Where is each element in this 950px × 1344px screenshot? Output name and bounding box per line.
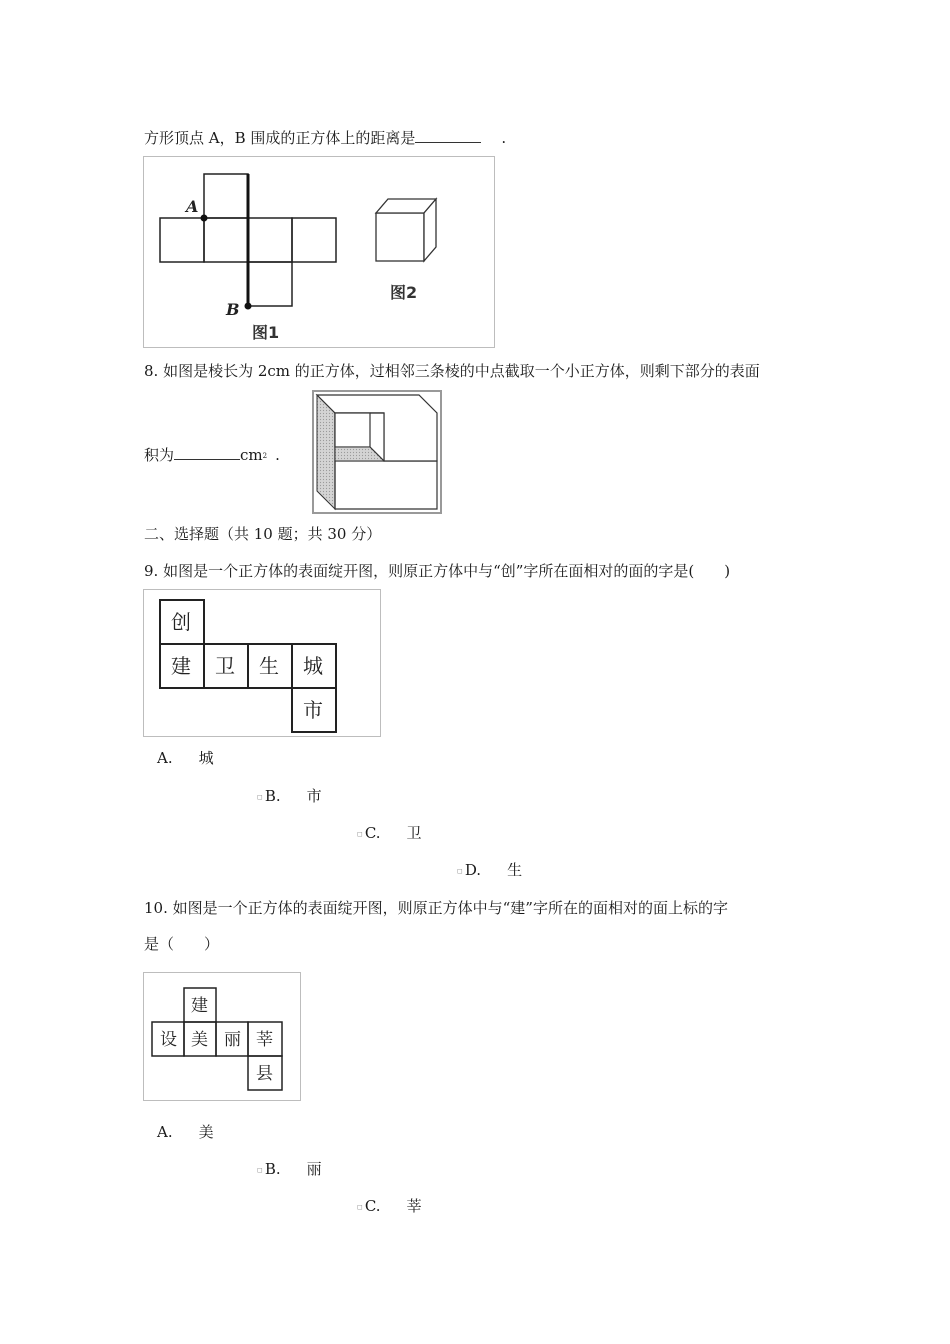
net-face-4 <box>292 218 336 262</box>
q8-text2: 积为 <box>144 446 175 464</box>
q8-unit-sup: 2 <box>262 452 268 460</box>
q7-text: 方形顶点 A，B 围成的正方体上的距离是 <box>144 129 416 147</box>
q9-option-a-value: 城 <box>198 749 214 767</box>
q9-option-b-value: 市 <box>306 787 322 805</box>
q10-option-b[interactable] <box>257 1159 322 1180</box>
q8-text-line2 <box>144 443 280 466</box>
q9-option-d-value: 生 <box>507 861 523 879</box>
q10-cell-3: 丽 <box>224 1030 241 1050</box>
q9-text: 9. 如图是一个正方体的表面绽开图，则原正方体中与“创”字所在面相对的面的字是( ) <box>144 562 731 580</box>
cube-net-figure <box>144 157 494 347</box>
q9-option-d[interactable] <box>457 860 522 881</box>
q9-cell-5: 市 <box>303 698 323 722</box>
net-face-bottom <box>248 262 292 306</box>
checkbox-icon: ◻ <box>257 793 263 801</box>
q10-option-b-value: 丽 <box>306 1160 322 1178</box>
q10-figure <box>143 972 301 1101</box>
q10-text2: 是（ ） <box>144 935 220 953</box>
net-face-2 <box>204 218 248 262</box>
q10-option-a-letter: A. <box>157 1123 173 1141</box>
q9-cell-0: 创 <box>171 610 191 634</box>
q8-text: 8. 如图是棱长为 2cm 的正方体，过相邻三条棱的中点截取一个小正方体，则剩下部分的表面 <box>144 362 760 380</box>
q8-end: . <box>275 446 280 464</box>
q10-cube-net <box>144 973 300 1100</box>
caption-fig1: 图1 <box>252 323 280 342</box>
q7-answer-blank[interactable] <box>415 126 481 143</box>
q10-cell-5: 县 <box>256 1064 273 1084</box>
q10-option-c[interactable] <box>357 1196 422 1217</box>
q9-option-c[interactable] <box>357 823 422 844</box>
net-face-1 <box>160 218 204 262</box>
q10-option-b-letter: B. <box>264 1160 281 1178</box>
q10-cell-1: 设 <box>160 1030 177 1050</box>
q10-option-a[interactable] <box>157 1122 214 1142</box>
q9-cube-net <box>144 590 380 736</box>
q9-cell-4: 城 <box>303 654 323 678</box>
q7-figure <box>143 156 495 348</box>
q9-cell-3: 生 <box>259 654 279 678</box>
q7-end: . <box>501 129 507 147</box>
net-face-3 <box>248 218 292 262</box>
q9-option-b[interactable] <box>257 786 322 807</box>
cut-cube-figure <box>313 391 441 513</box>
cube-3d <box>376 199 436 261</box>
q10-option-a-value: 美 <box>198 1123 214 1141</box>
q9-figure <box>143 589 381 737</box>
point-b-dot <box>245 303 252 310</box>
q9-cell-1: 建 <box>171 654 191 678</box>
checkbox-icon: ◻ <box>357 830 363 838</box>
q9-option-c-value: 卫 <box>406 824 422 842</box>
checkbox-icon: ◻ <box>357 1203 363 1211</box>
q9-option-a-letter: A. <box>157 749 173 767</box>
q7-text-line <box>144 126 506 148</box>
section-2-title: 二、选择题（共 10 题；共 30 分） <box>144 525 382 543</box>
label-a: A <box>186 197 199 216</box>
q9-option-d-letter: D. <box>464 861 482 879</box>
checkbox-icon: ◻ <box>257 1166 263 1174</box>
q9-option-c-letter: C. <box>364 824 381 842</box>
q10-option-c-letter: C. <box>364 1197 381 1215</box>
q10-cell-0: 建 <box>191 996 208 1016</box>
q8-answer-blank[interactable] <box>174 443 240 460</box>
checkbox-icon: ◻ <box>457 867 463 875</box>
label-b: B <box>226 300 240 319</box>
net-face-top <box>204 174 248 218</box>
q8-unit: cm <box>240 446 263 464</box>
q8-figure <box>312 390 442 514</box>
point-a-dot <box>201 215 208 222</box>
q10-cell-4: 莘 <box>256 1030 273 1050</box>
q10-text: 10. 如图是一个正方体的表面绽开图，则原正方体中与“建”字所在的面相对的面上标的字 <box>144 899 728 917</box>
q10-option-c-value: 莘 <box>406 1197 422 1215</box>
q9-option-b-letter: B. <box>264 787 281 805</box>
q9-cell-2: 卫 <box>215 654 235 678</box>
q9-option-a[interactable] <box>157 748 214 768</box>
q10-cell-2: 美 <box>191 1030 208 1050</box>
caption-fig2: 图2 <box>390 283 418 302</box>
